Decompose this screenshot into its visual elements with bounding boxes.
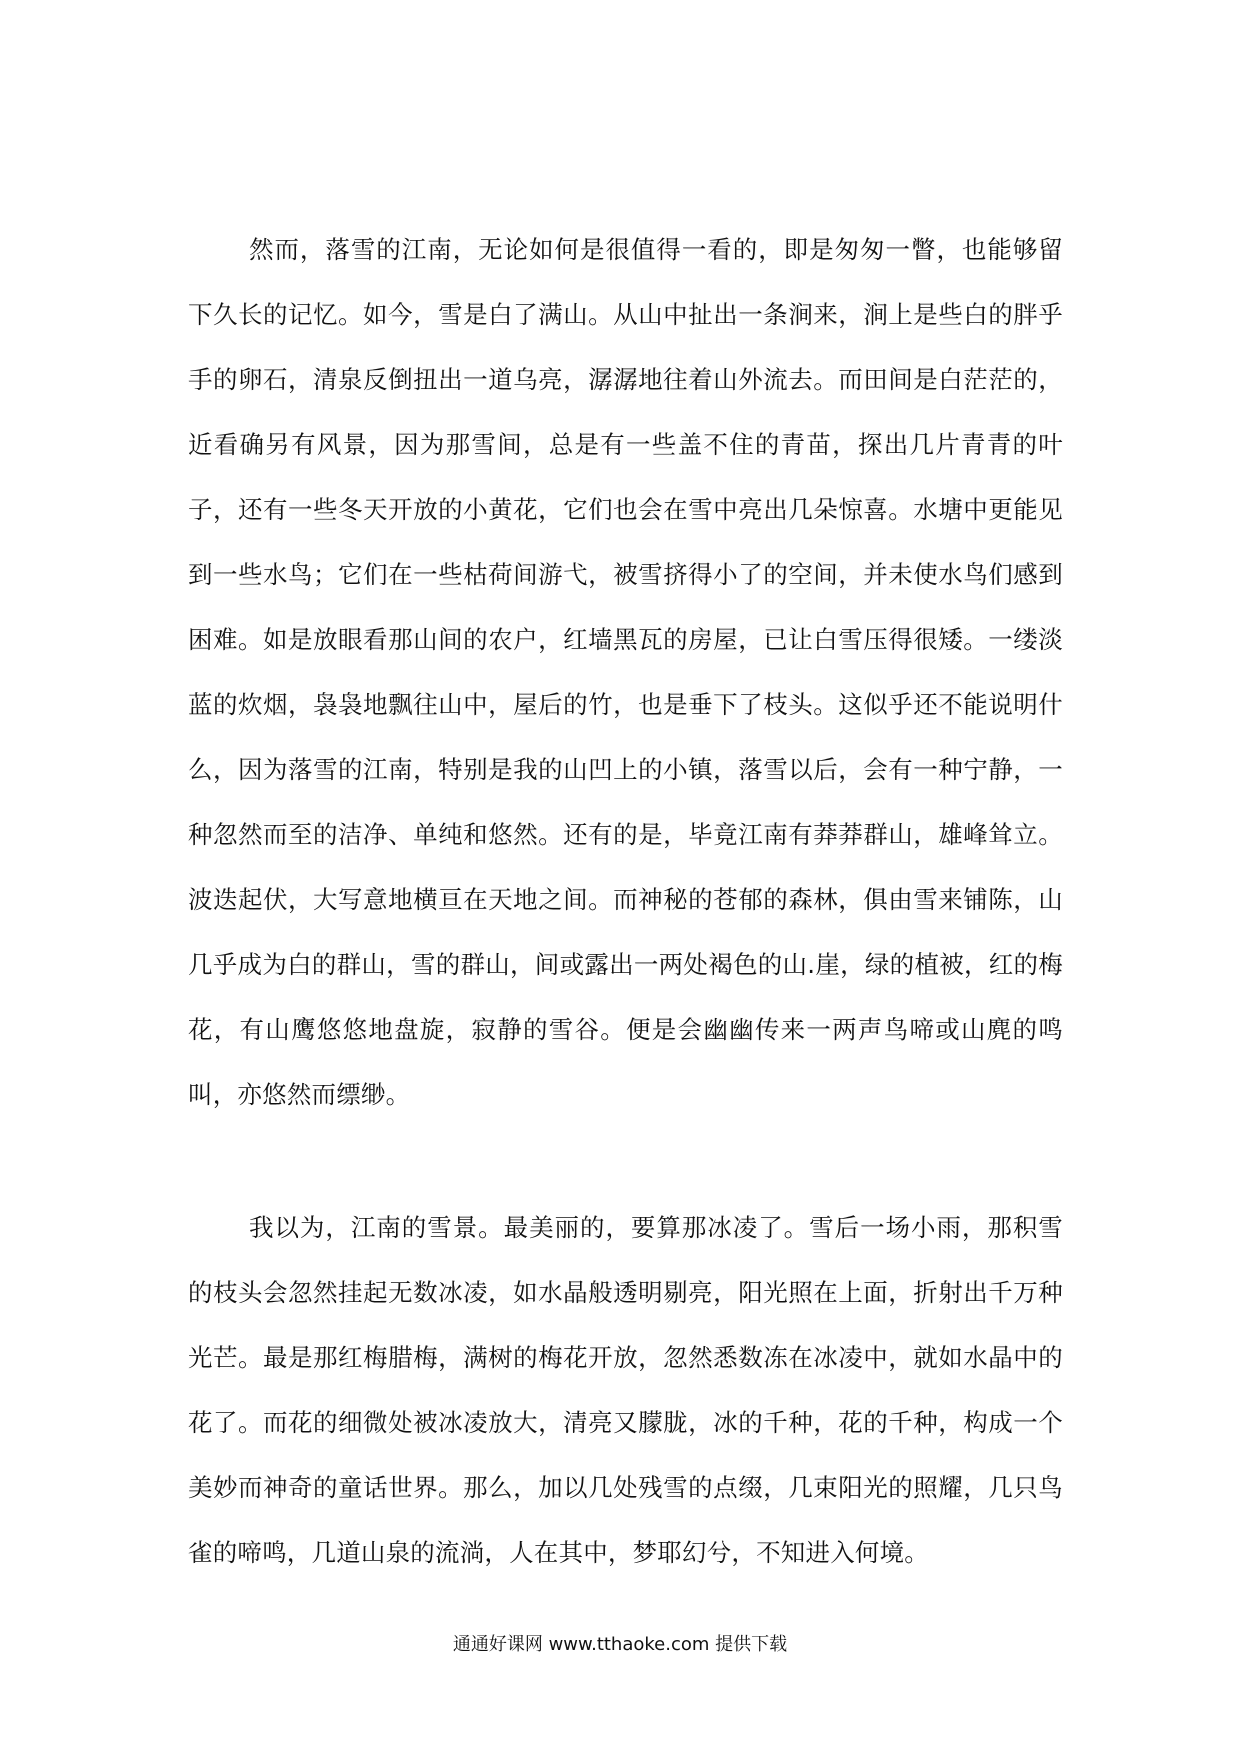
body-paragraph-1: 然而，落雪的江南，无论如何是很值得一看的，即是匆匆一瞥，也能够留下久长的记忆。如今，雪是白了满山。从山中扯出一条涧来，涧上是些白的胖乎手的卵石，清泉反倒扭出一道乌亮，潺潺地往着山外流去。而田间是白茫茫的，近看确另有风景，因为那雪间，总是有一些盖不住的青苗，探出几片青青的叶子，还有一些冬天开放的小黄花，它们也会在雪中亮出几朵惊喜。水塘中更能见到一些水鸟；它们在一些枯荷间游弋，被雪挤得小了的空间，并未使水鸟们感到困难。如是放眼看那山间的农户，红墙黑瓦的房屋，已让白雪压得很矮。一缕淡蓝的炊烟，袅袅地飘往山中，屋后的竹，也是垂下了枝头。这似乎还不能说明什么，因为落雪的江南，特别是我的山凹上的小镇，落雪以后，会有一种宁静，一种忽然而至的洁净、单纯和悠然。还有的是，毕竟江南有莽莽群山，雄峰耸立。波迭起伏，大写意地横亘在天地之间。而神秘的苍郁的森林，俱由雪来铺陈，山几乎成为白的群山，雪的群山，间或露出一两处褐色的山.崖，绿的植被，红的梅花，有山鹰悠悠地盘旋，寂静的雪谷。便是会幽幽传来一两声鸟啼或山麂的鸣叫，亦悠然而缥缈。: [188, 235, 1063, 1109]
body-paragraph-2: 我以为，江南的雪景。最美丽的，要算那冰凌了。雪后一场小雨，那积雪的枝头会忽然挂起无数冰凌，如水晶般透明剔亮，阳光照在上面，折射出千万种光芒。最是那红梅腊梅，满树的梅花开放，忽然悉数冻在冰凌中，就如水晶中的花了。而花的细微处被冰凌放大，清亮又朦胧，冰的千种，花的千种，构成一个美妙而神奇的童话世界。那么，加以几处残雪的点缀，几束阳光的照耀，几只鸟雀的啼鸣，几道山泉的流淌，人在其中，梦耶幻兮，不知进入何境。: [188, 1213, 1063, 1567]
page-footer: 通通好课网 www.tthaoke.com 提供下载: [452, 1634, 788, 1655]
